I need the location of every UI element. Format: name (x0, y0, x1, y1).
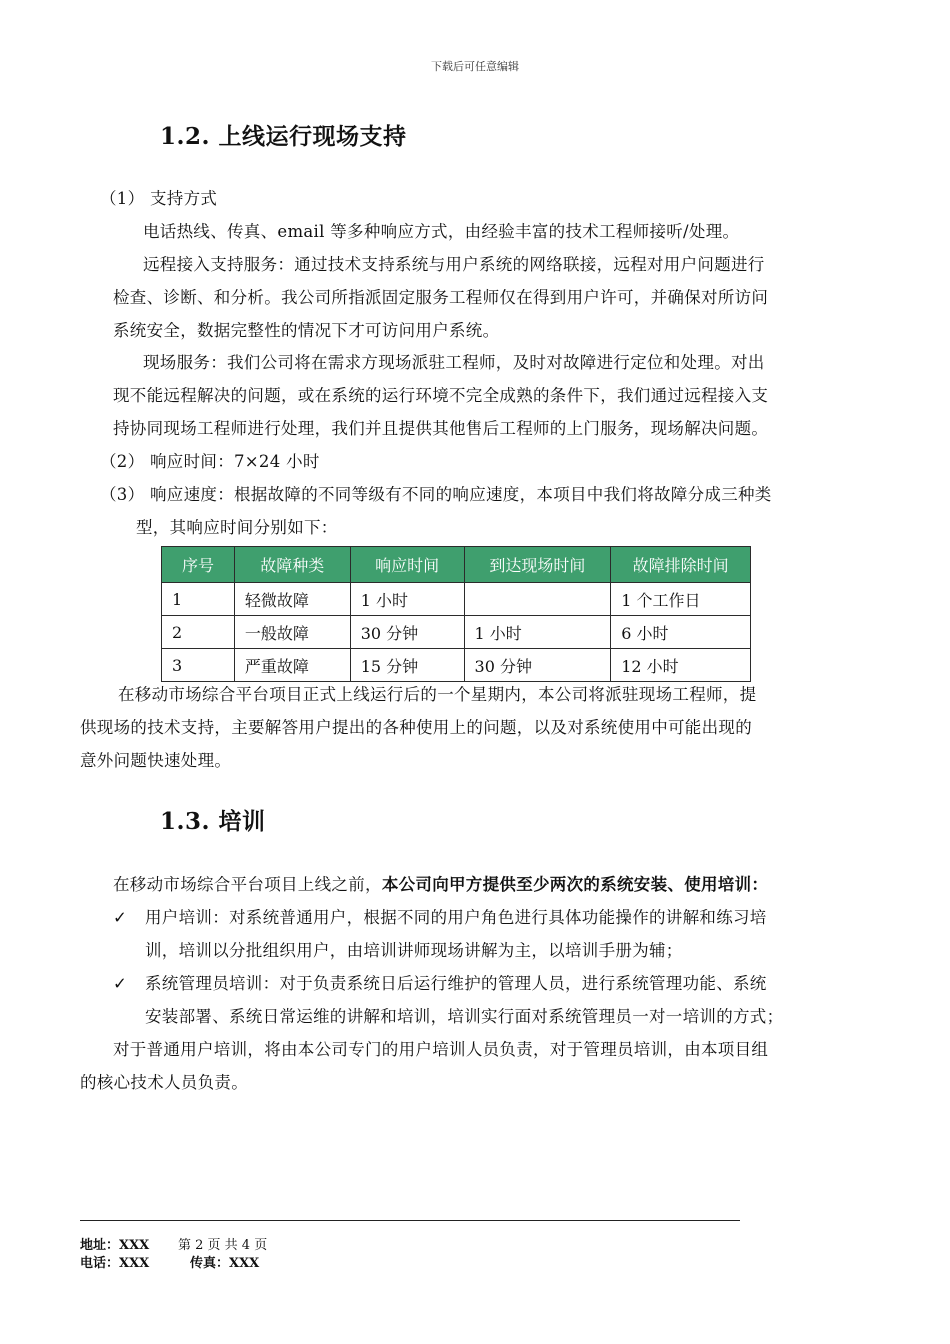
header-note: 下载后可任意编辑 (431, 60, 519, 73)
table-cell: 1 个工作日 (611, 583, 751, 616)
footer-phone-label: 电话：XXX (80, 1256, 150, 1271)
item-1-label: 支持方式 (150, 189, 218, 208)
footer-address (80, 1237, 149, 1255)
table-header-row (162, 547, 751, 583)
item-3-line-2: 型，其响应时间分别如下： (136, 518, 338, 537)
section-title-1-2: 1.2. 上线运行现场支持 (160, 123, 407, 150)
bullet-admin-training-line-1: 系统管理员培训：对于负责系统日后运行维护的管理人员，进行系统管理功能、系统 (145, 974, 767, 993)
footer-fax (190, 1255, 259, 1273)
check-icon: ✓ (113, 908, 128, 927)
training-intro (113, 868, 768, 901)
table-cell: 15 分钟 (350, 649, 464, 682)
item-1-number: （1） (100, 189, 145, 208)
bullet-user-training-line-2: 训，培训以分批组织用户，由培训讲师现场讲解为主，以培训手册为辅； (145, 941, 683, 960)
table-cell: 2 (162, 616, 235, 649)
table-cell: 1 小时 (350, 583, 464, 616)
table-header-cell: 故障排除时间 (611, 547, 751, 583)
footer-address-label: 地址：XXX (80, 1238, 150, 1253)
paragraph-contact-methods: 电话热线、传真、email 等多种响应方式，由经验丰富的技术工程师接听/处理。 (143, 222, 740, 241)
table-cell (464, 583, 611, 616)
closing-paragraph-line-2: 供现场的技术支持，主要解答用户提出的各种使用上的问题，以及对系统使用中可能出现的 (80, 718, 752, 737)
training-intro-normal: 在移动市场综合平台项目上线之前， (113, 875, 382, 894)
item-2-number: （2） (100, 452, 145, 471)
table-cell: 3 (162, 649, 235, 682)
item-2 (100, 445, 320, 478)
table-cell: 30 分钟 (350, 616, 464, 649)
bullet-admin-training-line-2: 安装部署、系统日常运维的讲解和培训，培训实行面对系统管理员一对一培训的方式； (145, 1007, 784, 1026)
table-header-cell: 响应时间 (350, 547, 464, 583)
table-header-cell: 序号 (162, 547, 235, 583)
table-cell: 轻微故障 (234, 583, 350, 616)
table-row (162, 583, 751, 616)
training-intro-bold: 本公司向甲方提供至少两次的系统安装、使用培训： (381, 875, 769, 894)
table-header-cell: 故障种类 (234, 547, 350, 583)
table-header-cell: 到达现场时间 (464, 547, 611, 583)
closing-paragraph-line-1: 在移动市场综合平台项目正式上线运行后的一个星期内，本公司将派驻现场工程师，提 (118, 685, 757, 704)
table-cell: 30 分钟 (464, 649, 611, 682)
closing-paragraph-line-3: 意外问题快速处理。 (80, 751, 232, 770)
footer-divider (80, 1220, 740, 1221)
table-cell: 一般故障 (234, 616, 350, 649)
paragraph-onsite-line-2: 现不能远程解决的问题，或在系统的运行环境不完全成熟的条件下，我们通过远程接入支 (113, 386, 769, 405)
table-row (162, 616, 751, 649)
footer-phone (80, 1255, 149, 1273)
paragraph-onsite-line-3: 持协同现场工程师进行处理，我们并且提供其他售后工程师的上门服务，现场解决问题。 (113, 419, 769, 438)
table-cell: 12 小时 (611, 649, 751, 682)
table-cell: 1 小时 (464, 616, 611, 649)
item-3 (100, 478, 772, 511)
table-cell: 1 (162, 583, 235, 616)
table-row (162, 649, 751, 682)
training-closing-line-1: 对于普通用户培训，将由本公司专门的用户培训人员负责，对于管理员培训，由本项目组 (113, 1040, 769, 1059)
item-1 (100, 182, 217, 215)
paragraph-onsite-line-1: 现场服务：我们公司将在需求方现场派驻工程师，及时对故障进行定位和处理。对出 (143, 353, 765, 372)
table-cell: 严重故障 (234, 649, 350, 682)
section-title-1-3: 1.3. 培训 (160, 808, 266, 835)
footer-fax-label: 传真：XXX (190, 1256, 260, 1271)
training-closing-line-2: 的核心技术人员负责。 (80, 1073, 248, 1092)
footer-page-info: 第 2 页 共 4 页 (178, 1238, 268, 1253)
table-cell: 6 小时 (611, 616, 751, 649)
item-3-line-1: 响应速度：根据故障的不同等级有不同的响应速度，本项目中我们将故障分成三种类 (150, 485, 772, 504)
bullet-user-training (113, 901, 767, 934)
bullet-user-training-line-1: 用户培训：对系统普通用户，根据不同的用户角色进行具体功能操作的讲解和练习培 (145, 908, 767, 927)
check-icon: ✓ (113, 974, 128, 993)
item-2-text: 响应时间：7×24 小时 (150, 452, 320, 471)
bullet-admin-training (113, 967, 767, 1000)
fault-response-table (161, 546, 751, 682)
paragraph-remote-line-2: 检查、诊断、和分析。我公司所指派固定服务工程师仅在得到用户许可，并确保对所访问 (113, 288, 769, 307)
item-3-number: （3） (100, 485, 145, 504)
paragraph-remote-line-3: 系统安全，数据完整性的情况下才可访问用户系统。 (113, 321, 500, 340)
paragraph-remote-line-1: 远程接入支持服务：通过技术支持系统与用户系统的网络联接，远程对用户问题进行 (143, 255, 765, 274)
